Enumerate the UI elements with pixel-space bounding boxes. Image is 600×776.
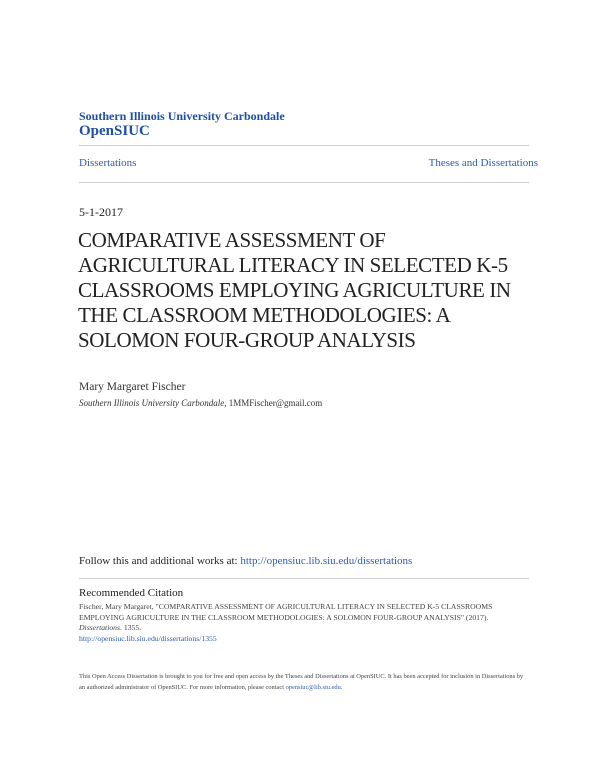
author-affiliation <box>79 398 322 408</box>
breadcrumb-dissertations[interactable]: Dissertations <box>79 157 137 169</box>
header-divider <box>79 145 529 146</box>
breadcrumb-theses-and-dissertations[interactable]: Theses and Dissertations <box>428 157 538 169</box>
follow-line <box>79 555 412 567</box>
document-title: COMPARATIVE ASSESSMENT OF AGRICULTURAL LITERACY IN SELECTED K-5 CLASSROOMS EMPLOYING AGRICULTURE IN THE CLASSROOM METHODOLOGIES: A SOLOMON FOUR-GROUP ANALYSIS <box>78 228 511 352</box>
citation-body: Fischer, Mary Margaret, "COMPARATIVE ASSESSMENT OF AGRICULTURAL LITERACY IN SELECTED K-5 CLASSROOMS EMPLOYING AGRICULTURE IN THE CLASSROOM METHODOLOGIES: A SOLOMON FOUR-GROUP ANALYSIS" (2017). <box>79 602 493 622</box>
citation-text <box>79 602 529 644</box>
access-notice <box>79 671 529 693</box>
access-notice-end: . <box>340 684 343 691</box>
breadcrumb-divider <box>79 182 529 183</box>
contact-email-link[interactable]: opensiuc@lib.siu.edu <box>285 684 341 691</box>
access-notice-text: This Open Access Dissertation is brought to you for free and open access by the Theses and Dissertations at OpenSIUC. It has been accepted for inclusion in Dissertations by an authorized administrator of OpenSIUC. For more information, please contact <box>79 673 524 691</box>
citation-journal: Dissertations <box>79 623 121 632</box>
site-link[interactable]: OpenSIUC <box>79 123 150 139</box>
citation-divider <box>79 578 529 579</box>
institution-name: Southern Illinois University Carbondale <box>79 398 225 408</box>
citation-number: . 1355. <box>120 623 142 632</box>
recommended-citation-heading: Recommended Citation <box>79 587 184 599</box>
follow-text: Follow this and additional works at: <box>79 555 241 567</box>
publication-date: 5-1-2017 <box>79 205 123 219</box>
collection-link[interactable]: http://opensiuc.lib.siu.edu/dissertations <box>240 555 413 567</box>
university-link[interactable]: Southern Illinois University Carbondale <box>79 109 285 123</box>
author-name: Mary Margaret Fischer <box>79 381 186 393</box>
author-email: , 1MMFischer@gmail.com <box>224 398 323 408</box>
citation-link[interactable]: http://opensiuc.lib.siu.edu/dissertations/1355 <box>79 633 217 643</box>
